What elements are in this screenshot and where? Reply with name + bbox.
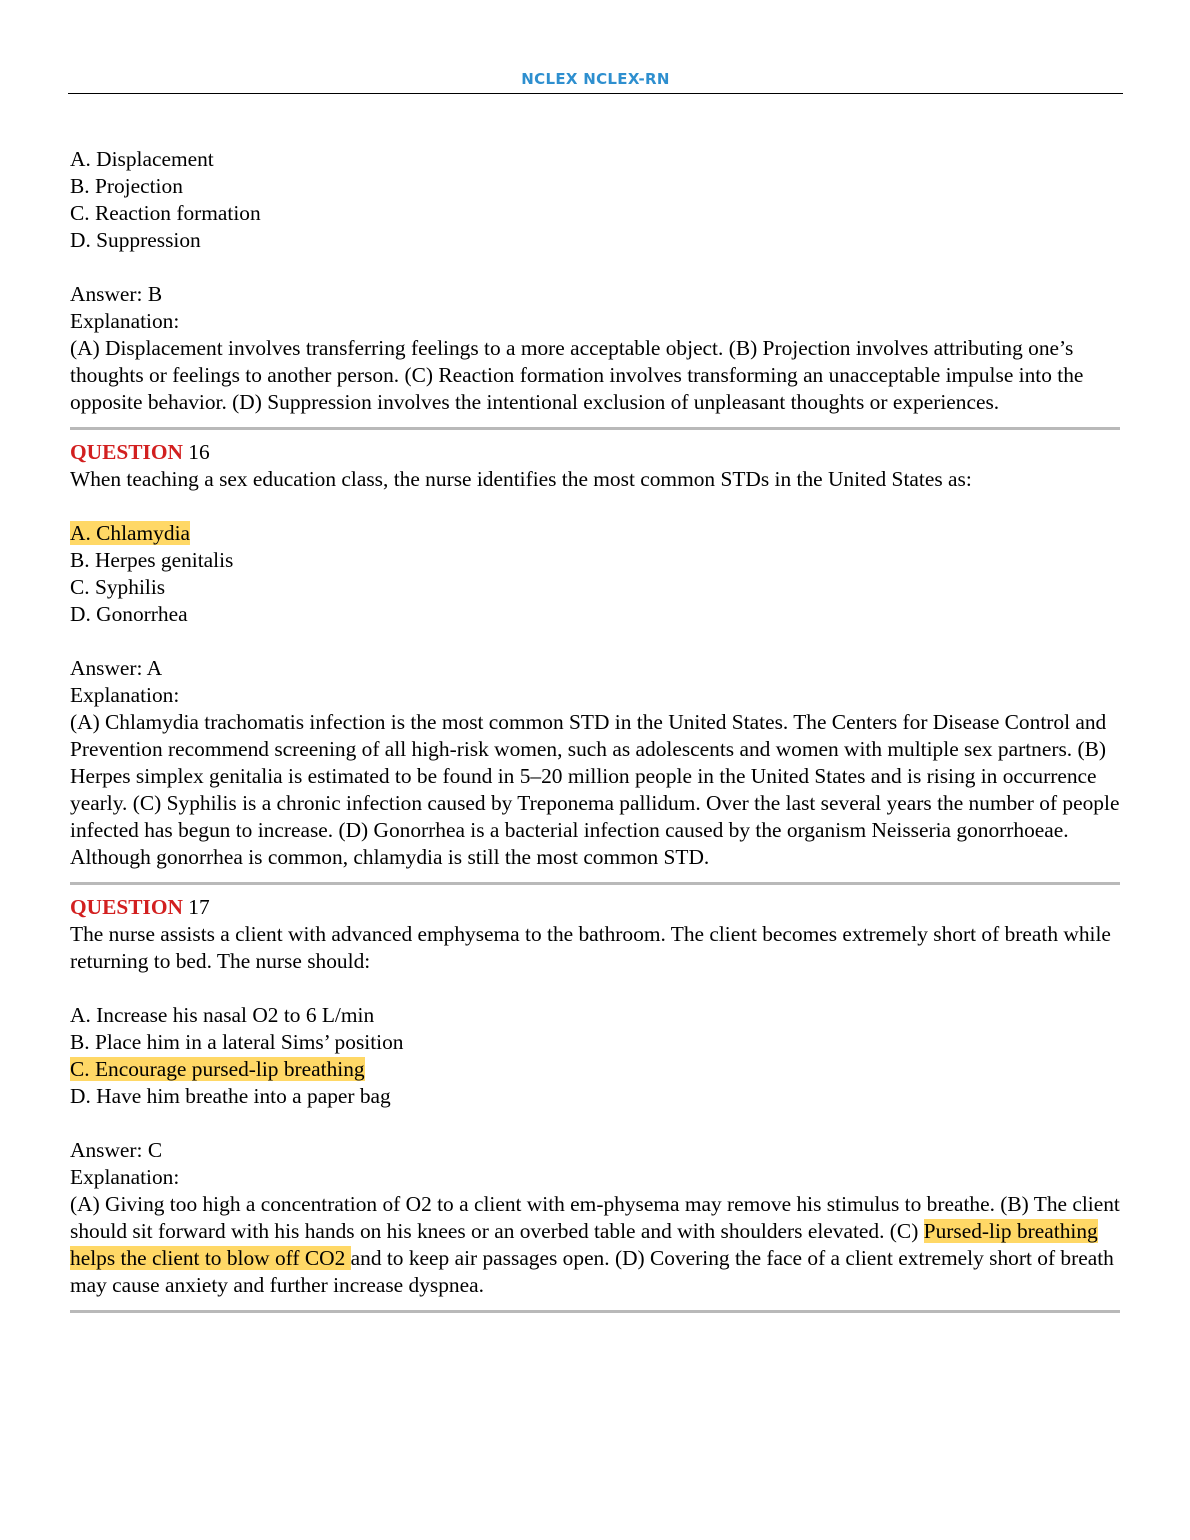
option-d: D. Gonorrhea [70,602,188,626]
explanation-part-1: (A) Giving too high a concentration of O2 to a client with em-physema may remove his stimulus to breathe. (B) The client should sit forward with his hands on his knees or an overbed table and with shoulders elevated. (C) [70,1192,1120,1243]
question-number: 17 [188,895,210,919]
header-divider [68,93,1123,94]
question-heading [70,439,1125,466]
option-a: A. Increase his nasal O2 to 6 L/min [70,1003,375,1027]
explanation-text: (A) Displacement involves transferring feelings to a more acceptable object. (B) Projection involves attributing one’s thoughts or feelings to another person. (C) Reaction formation involves transforming an unacceptable impulse into the opposite behavior. (D) Suppression involves the intentional exclusion of unpleasant thoughts or experiences. [70,336,1084,414]
explanation-text: (A) Chlamydia trachomatis infection is the most common STD in the United States. The Centers for Disease Control and Prevention recommend screening of all high-risk women, such as adolescents and women with multiple sex partners. (B) Herpes simplex genitalia is estimated to be found in 5–20 million people in the United States and is rising in occurrence yearly. (C) Syphilis is a chronic infection caused by Treponema pallidum. Over the last several years the number of people infected has begun to increase. (D) Gonorrhea is a bacterial infection caused by the organism Neisseria gonorrhoeae. Although gonorrhea is common, chlamydia is still the most common STD. [70,710,1120,869]
question-number: 16 [188,440,210,464]
explanation-label: Explanation: [70,1165,180,1189]
question-heading [70,894,1125,921]
question-17-block [70,894,1125,1299]
question-text: When teaching a sex education class, the nurse identifies the most common STDs in the United States as: [70,467,972,491]
page-header-title: NCLEX NCLEX-RN [521,70,670,88]
answer-line: Answer: C [70,1138,163,1162]
answer-line: Answer: A [70,656,163,680]
question-separator [70,882,1120,885]
option-c: C. Syphilis [70,575,166,599]
option-b: B. Place him in a lateral Sims’ position [70,1030,404,1054]
question-label: QUESTION [70,895,183,919]
highlighted-option: C. Encourage pursed-lip breathing [70,1057,365,1081]
question-label: QUESTION [70,440,183,464]
question-16-block [70,439,1125,871]
highlighted-option: A. Chlamydia [70,521,191,545]
option-a [70,520,1125,547]
option-a: A. Displacement [70,147,214,171]
option-c: C. Reaction formation [70,201,261,225]
explanation-text [70,1191,1125,1299]
question-text: The nurse assists a client with advanced emphysema to the bathroom. The client becomes extremely short of breath while returning to bed. The nurse should: [70,922,1111,973]
explanation-highlight: Pursed-lip breathing helps the client to blow off CO2 [70,1219,1098,1270]
option-d: D. Have him breathe into a paper bag [70,1084,391,1108]
option-b: B. Projection [70,174,183,198]
explanation-label: Explanation: [70,309,180,333]
option-d: D. Suppression [70,228,201,252]
document-body [70,146,1125,1322]
option-b: B. Herpes genitalis [70,548,234,572]
question-separator [70,427,1120,430]
option-c [70,1056,1125,1083]
answer-line: Answer: B [70,282,163,306]
question-separator [70,1310,1120,1313]
explanation-label: Explanation: [70,683,180,707]
previous-question-block [70,146,1125,416]
explanation-part-2: and to keep air passages open. (D) Covering the face of a client extremely short of breath may cause anxiety and further increase dyspnea. [70,1246,1114,1297]
